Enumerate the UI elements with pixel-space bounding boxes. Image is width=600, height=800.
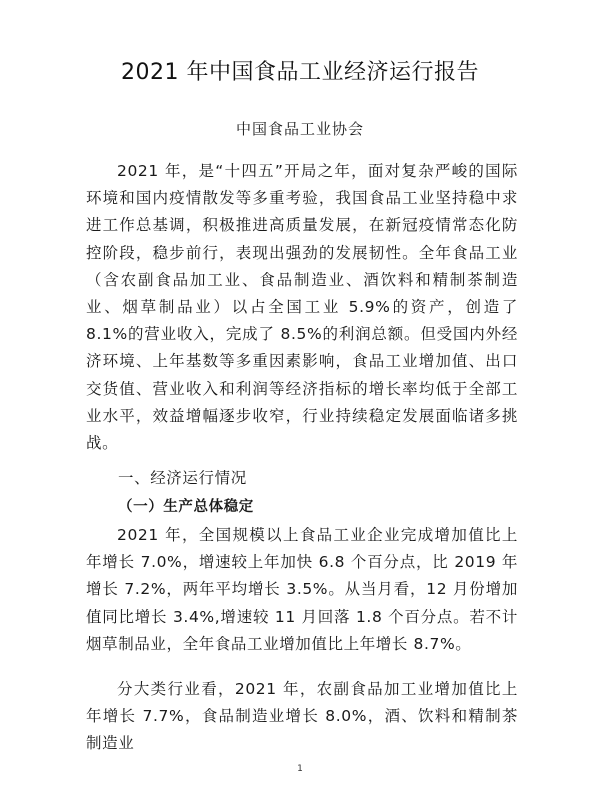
production-paragraph: 2021 年，全国规模以上食品工业企业完成增加值比上年增长 7.0%，增速较上年加快 6.8 个百分点，比 2019 年增长 7.2%，两年平均增长 3.5%。从当月看，12 月份增加值同比增长 3.4%,增速较 11 月回落 1.8 个百分点。若不计烟草制品业，全年食品工业增加值比上年增长 8.7%。 [86, 526, 518, 653]
intro-paragraph: 2021 年，是“十四五”开局之年，面对复杂严峻的国际环境和国内疫情散发等多重考验，我国食品工业坚持稳中求进工作总基调，积极推进高质量发展，在新冠疫情常态化防控阶段，稳步前行，表现出强劲的发展韧性。全年食品工业（含农副食品加工业、食品制造业、酒饮料和精制茶制造业、烟草制品业）以占全国工业 5.9%的资产，创造了 8.1%的营业收入，完成了 8.5%的利润总额。但受国内外经济环境、上年基数等多重因素影响，食品工业增加值、出口交货值、营业收入和利润等经济指标的增长率均低于全部工业水平，效益增幅逐步收窄，行业持续稳定发展面临诸多挑战。 [86, 162, 518, 453]
industry-paragraph: 分大类行业看，2021 年，农副食品加工业增加值比上年增长 7.7%，食品制造业增长 8.0%，酒、饮料和精制茶制造业 [86, 680, 518, 753]
document-title: 2021 年中国食品工业经济运行报告 [121, 60, 479, 85]
subsection-heading: （一）生产总体稳定 [118, 498, 254, 515]
document-author: 中国食品工业协会 [235, 120, 364, 138]
section-heading: 一、经济运行情况 [118, 469, 247, 487]
page-number: 1 [297, 764, 303, 774]
